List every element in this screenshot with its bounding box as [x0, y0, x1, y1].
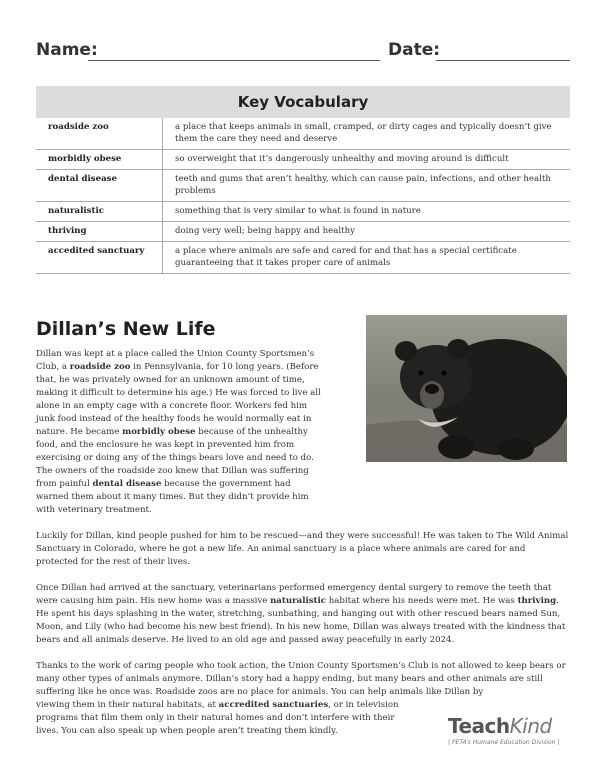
vocab-row [36, 150, 570, 170]
vocab-row [36, 202, 570, 222]
vocab-definition: a place where animals are safe and cared for and that has a special certificate guaranteeing that it takes proper care of animals [163, 242, 571, 274]
date-line[interactable] [436, 60, 570, 61]
date-label: Date: [388, 40, 441, 60]
story-text: in Pennsylvania, for 10 long years. (Before that, he was privately owned for an unknown amount of time, making it difficult to determine his age.) He was forced to live all alone in an empty cage with a concrete floor. Workers fed him junk food instead of the healthy foods he would normally eat in nature. He became [36, 362, 321, 437]
key-vocabulary-table [36, 86, 570, 274]
story-text: . He spent his days splashing in the water, stretching, sunbathing, and hanging out with other rescued bears named Sun, Moon, and Lily (who had become his new best friend). In his new home, Dillan was always treated with the kindness that bears and all animals deserve. He lived to an old age and passed away peacefully in early 2024. [36, 596, 566, 645]
vocab-definition: doing very well; being happy and healthy [163, 222, 571, 242]
vocab-highlight: dental disease [92, 479, 162, 489]
story-text: because of the unhealthy food, and the enclosure he was kept in prevented him from exercising or doing any of the things bears love and need to do. The owners of the roadside zoo knew that Dillan was suffering from painful [36, 427, 314, 489]
story-text: Once Dillan had arrived at the sanctuary, veterinarians performed emergency dental surgery to remove the teeth that were causing him pain. His new home was a massive [36, 583, 552, 606]
name-label: Name: [36, 40, 98, 60]
vocab-row [36, 170, 570, 202]
vocab-row [36, 118, 570, 150]
story-text: Dillan was kept at a place called the Union County Sportsmen’s Club, a [36, 349, 315, 372]
story-paragraph-2: Luckily for Dillan, kind people pushed for him to be rescued—and they were successful! He was taken to The Wild Animal Sanctuary in Colorado, where he got a new life. An animal sanctuary is a place where animals are cared for and protected for the rest of their lives. [36, 531, 569, 567]
vocab-highlight: accredited sanctuaries [218, 700, 329, 710]
story-body [36, 348, 570, 751]
vocab-definition: something that is very similar to what is found in nature [163, 202, 571, 222]
vocab-highlight: morbidly obese [122, 427, 196, 437]
logo-wordmark [448, 714, 570, 738]
story-paragraph-4: Thanks to the work of caring people who took action, the Union County Sportsmen’s Club is not allowed to keep bears or many other types of animals anymore. Dillan’s story had a happy ending, but many bears and other animals are still suffering like he once was. Roadside zoos are no place for animals. You can help animals like Dillan by [36, 661, 566, 697]
teachkind-logo [448, 714, 570, 746]
vocab-definition: so overweight that it’s dangerously unhealthy and moving around is difficult [163, 150, 571, 170]
vocab-term: morbidly obese [36, 150, 163, 170]
vocab-term: roadside zoo [36, 118, 163, 150]
vocab-row [36, 222, 570, 242]
vocab-term: naturalistic [36, 202, 163, 222]
story-paragraph-4-end [36, 699, 416, 738]
logo-kind: Kind [509, 714, 552, 738]
name-date-header [36, 40, 570, 64]
vocab-highlight: roadside zoo [69, 362, 131, 372]
vocab-row [36, 242, 570, 274]
vocab-highlight: thriving [517, 596, 557, 606]
story-text: habitat where his needs were met. He was [326, 596, 518, 606]
vocab-rows [36, 118, 570, 274]
vocab-term: accedited sanctuary [36, 242, 163, 274]
vocab-definition: teeth and gums that aren’t healthy, which can cause pain, infections, and other health problems [163, 170, 571, 202]
story-title: Dillan’s New Life [36, 318, 216, 340]
name-line[interactable] [88, 60, 380, 61]
vocab-term: thriving [36, 222, 163, 242]
story-text: , or in television programs that film them only in their natural homes and don’t interfere with their lives. You can also speak up when people aren’t treating them kindly. [36, 700, 399, 736]
logo-teach: Teach [448, 714, 510, 738]
story-paragraph-1 [36, 348, 326, 517]
story-paragraph-3 [36, 582, 570, 647]
vocab-title: Key Vocabulary [36, 86, 570, 118]
vocab-highlight: naturalistic [270, 596, 327, 606]
vocab-term: dental disease [36, 170, 163, 202]
logo-tagline: | PETA’s Humane Education Division | [448, 739, 560, 746]
story-text: viewing them in their natural habitats, at [36, 700, 219, 710]
vocab-definition: a place that keeps animals in small, cramped, or dirty cages and typically doesn’t give them the care they need and deserve [163, 118, 571, 150]
story-text: because the government had warned them about it many times. But they didn’t provide him with veterinary treatment. [36, 479, 309, 515]
